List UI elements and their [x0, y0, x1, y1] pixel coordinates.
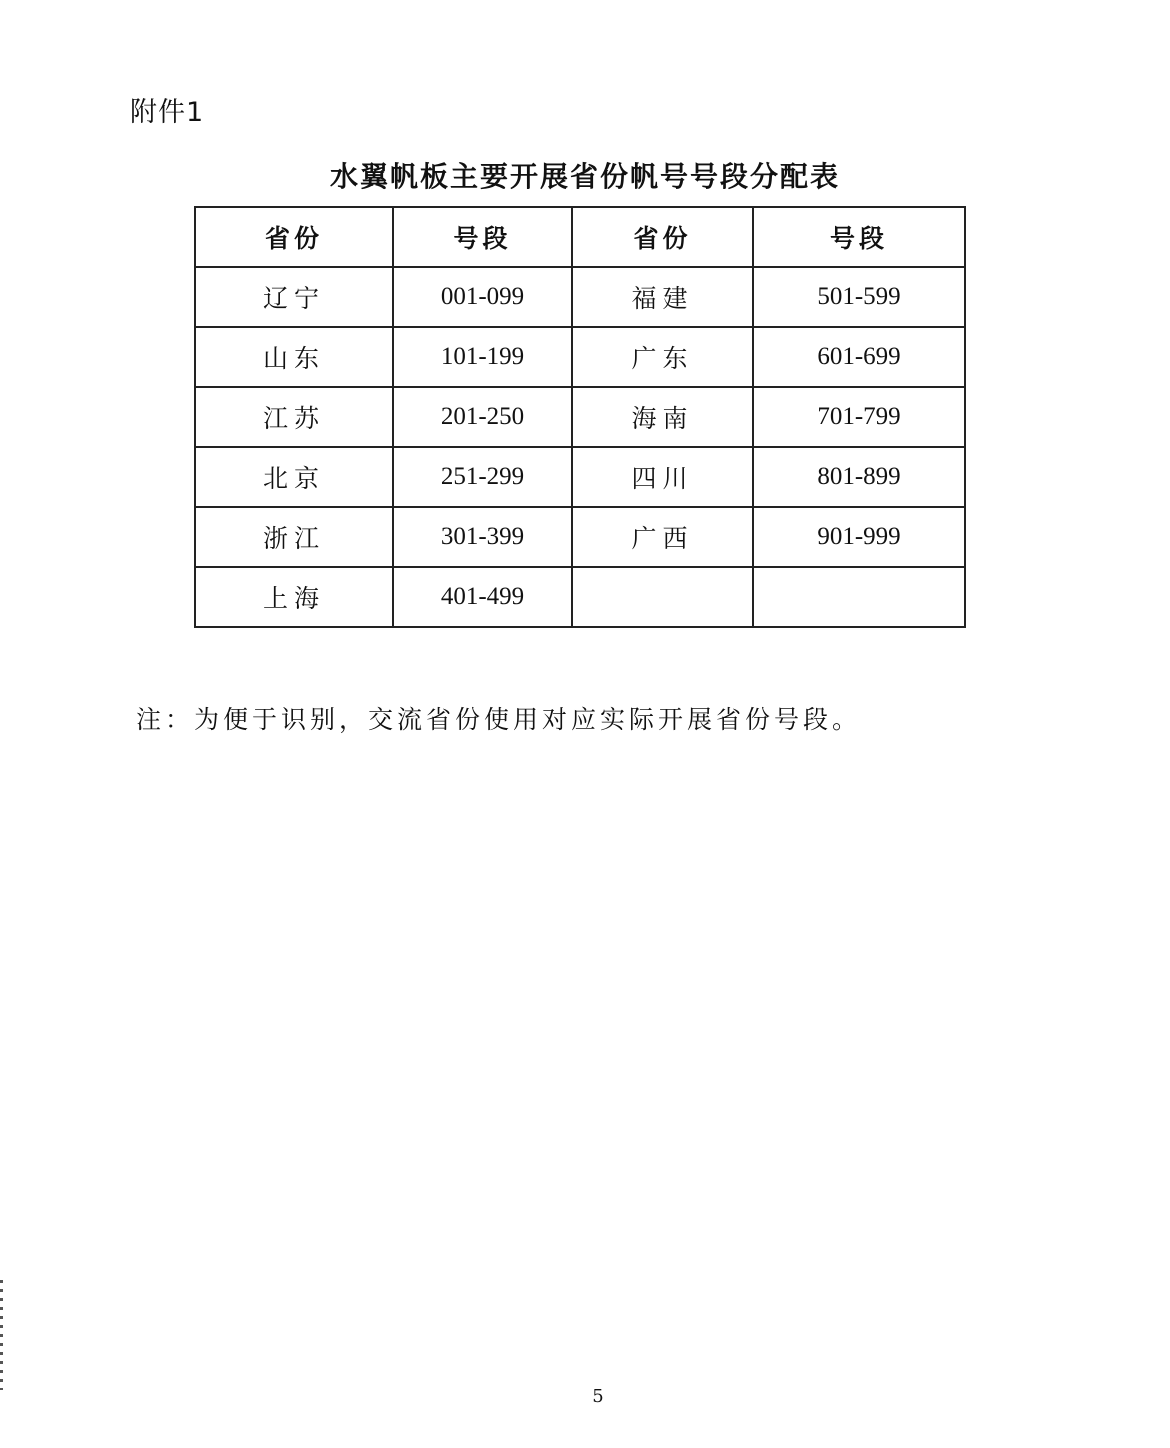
province-cell: 广东: [572, 327, 753, 387]
document-title: 水翼帆板主要开展省份帆号号段分配表: [329, 160, 840, 193]
page-number: 5: [592, 1386, 604, 1407]
province-cell: 海南: [572, 387, 753, 447]
range-cell: 801-899: [753, 447, 965, 507]
header-province: 省份: [572, 207, 753, 267]
header-province: 省份: [195, 207, 393, 267]
range-cell: 901-999: [753, 507, 965, 567]
range-cell: 101-199: [393, 327, 572, 387]
table-row: [195, 567, 965, 627]
table-row: [195, 447, 965, 507]
table-row: [195, 327, 965, 387]
range-cell: 701-799: [753, 387, 965, 447]
province-cell: 福建: [572, 267, 753, 327]
range-cell: 501-599: [753, 267, 965, 327]
sail-number-allocation-table: [194, 206, 966, 628]
header-number-range: 号段: [753, 207, 965, 267]
range-cell: 251-299: [393, 447, 572, 507]
range-cell: 001-099: [393, 267, 572, 327]
empty-cell: [572, 567, 753, 627]
province-cell: 山东: [195, 327, 393, 387]
province-cell: 辽宁: [195, 267, 393, 327]
province-cell: 广西: [572, 507, 753, 567]
range-cell: 401-499: [393, 567, 572, 627]
header-number-range: 号段: [393, 207, 572, 267]
attachment-label: 附件1: [130, 97, 205, 128]
footnote: 注：为便于识别，交流省份使用对应实际开展省份号段。: [136, 705, 862, 734]
range-cell: 601-699: [753, 327, 965, 387]
province-cell: 上海: [195, 567, 393, 627]
province-cell: 北京: [195, 447, 393, 507]
empty-cell: [753, 567, 965, 627]
scan-edge-mark: [0, 1280, 3, 1390]
table-row: [195, 267, 965, 327]
table-header-row: [195, 207, 965, 267]
province-cell: 浙江: [195, 507, 393, 567]
province-cell: 四川: [572, 447, 753, 507]
table-row: [195, 387, 965, 447]
range-cell: 301-399: [393, 507, 572, 567]
table-row: [195, 507, 965, 567]
range-cell: 201-250: [393, 387, 572, 447]
province-cell: 江苏: [195, 387, 393, 447]
